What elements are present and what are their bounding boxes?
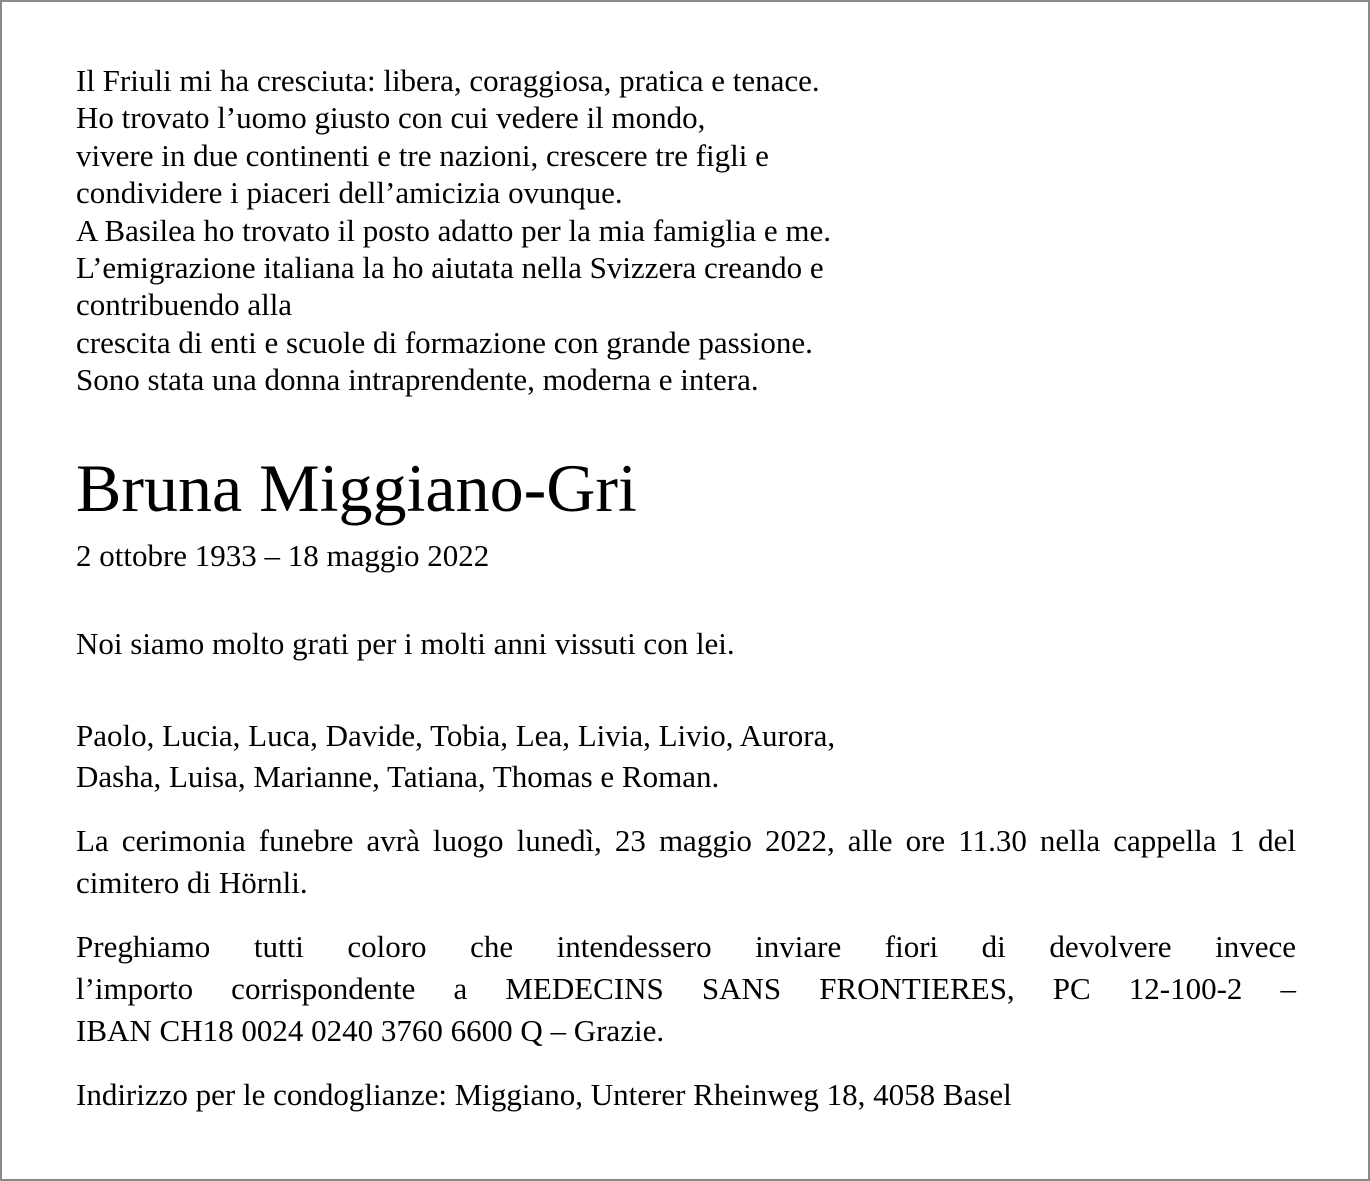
verse-line: contribuendo alla: [76, 287, 293, 323]
verse-line: Il Friuli mi ha cresciuta: libera, coraggiosa, pratica e tenace.: [76, 63, 820, 98]
verse: [76, 62, 1076, 399]
verse-line: crescita di enti e scuole di formazione con grande passione.: [76, 324, 813, 360]
verse-line: condividere i piaceri dell’amicizia ovunque.: [76, 175, 623, 211]
verse-line: L’emigrazione italiana la ho aiutata nella Svizzera creando e: [76, 250, 824, 286]
donation-line: IBAN CH18 0024 0240 3760 6600 Q – Grazie.: [76, 1013, 665, 1048]
verse-line: Ho trovato l’uomo giusto con cui vedere il mondo,: [76, 100, 706, 136]
verse-line: Sono stata una donna intraprendente, moderna e intera.: [76, 362, 759, 398]
deceased-name: Bruna Miggiano-Gri: [76, 450, 637, 526]
verse-line: A Basilea ho trovato il posto adatto per la mia famiglia e me.: [76, 212, 831, 248]
life-dates: 2 ottobre 1933 – 18 maggio 2022: [76, 538, 490, 573]
ceremony-info: La cerimonia funebre avrà luogo lunedì, 23 maggio 2022, alle ore 11.30 nella cappella 1 del cimitero di Hörnli.: [76, 823, 1296, 900]
donation-line: Preghiamo tutti coloro che intendessero inviare fiori di devolvere invece: [76, 929, 1296, 964]
family-line: Dasha, Luisa, Marianne, Tatiana, Thomas e Roman.: [76, 759, 720, 794]
donation-request: [76, 926, 1296, 1052]
family-line: Paolo, Lucia, Luca, Davide, Tobia, Lea, Livia, Livio, Aurora,: [76, 718, 836, 753]
thanks-text: Noi siamo molto grati per i molti anni vissuti con lei.: [76, 626, 735, 661]
verse-line: vivere in due continenti e tre nazioni, crescere tre figli e: [76, 137, 769, 173]
condolence-address: Indirizzo per le condoglianze: Miggiano, Unterer Rheinweg 18, 4058 Basel: [76, 1077, 1012, 1112]
donation-line: l’importo corrispondente a MEDECINS SANS FRONTIERES, PC 12-100-2 –: [76, 971, 1296, 1006]
family-list: [76, 715, 835, 797]
